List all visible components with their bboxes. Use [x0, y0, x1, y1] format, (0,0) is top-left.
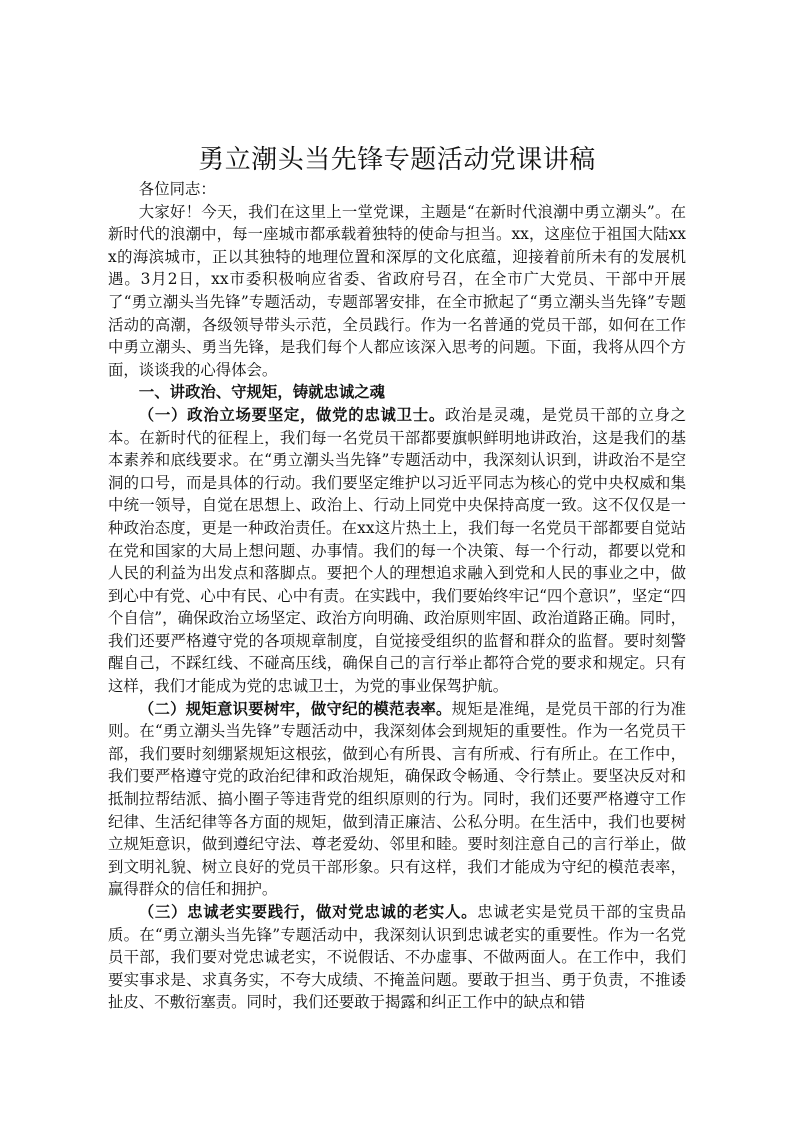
- subsection-lead-2: （二）规矩意识要树牢，做守纪的模范表率。: [138, 699, 452, 718]
- subsection-paragraph-1: [108, 404, 686, 698]
- greeting: 各位同志：: [138, 180, 216, 198]
- intro-paragraph: 大家好！今天，我们在这里上一堂党课，主题是“在新时代浪潮中勇立潮头”。在新时代的浪潮中，每一座城市都承载着独特的使命与担当。xx，这座位于祖国大陆xxx的海滨城市，正以其独特的地理位置和深厚的文化底蕴，迎接着前所未有的发展机遇。3月2日，xx市委积极响应省委、省政府号召，在全市广大党员、干部中开展了“勇立潮头当先锋”专题活动，专题部署安排，在全市掀起了“勇立潮头当先锋”专题活动的高潮，各级领导带头示范，全员践行。作为一名普通的党员干部，如何在工作中勇立潮头、勇当先锋，是我们每个人都应该深入思考的问题。下面，我将从四个方面，谈谈我的心得体会。: [108, 202, 686, 379]
- subsection-body-2: 规矩是准绳，是党员干部的行为准则。在“勇立潮头当先锋”专题活动中，我深刻体会到规矩的重要性。作为一名党员干部，我们要时刻绷紧规矩这根弦，做到心有所畏、言有所戒、行有所止。在工作中，我们要严格遵守党的政治纪律和政治规矩，确保政令畅通、令行禁止。要坚决反对和抵制拉帮结派、搞小圈子等违背党的组织原则的行为。同时，我们还要严格遵守工作纪律、生活纪律等各方面的规矩，做到清正廉洁、公私分明。在生活中，我们也要树立规矩意识，做到遵纪守法、尊老爱幼、邻里和睦。要时刻注意自己的言行举止，做到文明礼貌、树立良好的党员干部形象。只有这样，我们才能成为守纪的模范表率，赢得群众的信任和拥护。: [108, 699, 686, 899]
- subsection-lead-1: （一）政治立场要坚定，做党的忠诚卫士。: [138, 405, 445, 424]
- subsection-lead-3: （三）忠诚老实要践行，做对党忠诚的老实人。: [138, 903, 478, 921]
- section-heading: 一、讲政治、守规矩，铸就忠诚之魂: [138, 383, 386, 402]
- document-body: [108, 142, 686, 1014]
- subsection-body-3: 忠诚老实是党员干部的宝贵品质。在“勇立潮头当先锋”专题活动中，我深刻认识到忠诚老实的重要性。作为一名党员干部，我们要对党忠诚老实，不说假话、不办虚事、不做两面人。在工作中，我们要实事求是、求真务实，不夸大成绩、不掩盖问题。要敢于担当、勇于负责，不推诿扯皮、不敷衍塞责。同时，我们还要敢于揭露和纠正工作中的缺点和错: [108, 903, 686, 1012]
- subsection-paragraph-3: [108, 901, 686, 1014]
- document-title: 勇立潮头当先锋专题活动党课讲稿: [198, 145, 596, 175]
- subsection-body-1: 政治是灵魂，是党员干部的立身之本。在新时代的征程上，我们每一名党员干部都要旗帜鲜明地讲政治，这是我们的基本素养和底线要求。在“勇立潮头当先锋”专题活动中，我深刻认识到，讲政治不是空洞的口号，而是具体的行动。我们要坚定维护以习近平同志为核心的党中央权威和集中统一领导，自觉在思想上、政治上、行动上同党中央保持高度一致。这不仅仅是一种政治态度，更是一种政治责任。在xx这片热土上，我们每一名党员干部都要自觉站在党和国家的大局上想问题、办事情。我们的每一个决策、每一个行动，都要以党和人民的利益为出发点和落脚点。要把个人的理想追求融入到党和人民的事业之中，做到心中有党、心中有民、心中有责。在实践中，我们要始终牢记“四个意识”，坚定“四个自信”，确保政治立场坚定、政治方向明确、政治原则牢固、政治道路正确。同时，我们还要严格遵守党的各项规章制度，自觉接受组织的监督和群众的监督。要时刻警醒自己，不踩红线、不碰高压线，确保自己的言行举止都符合党的要求和规定。只有这样，我们才能成为党的忠诚卫士，为党的事业保驾护航。: [108, 405, 686, 696]
- subsection-paragraph-2: [108, 698, 686, 901]
